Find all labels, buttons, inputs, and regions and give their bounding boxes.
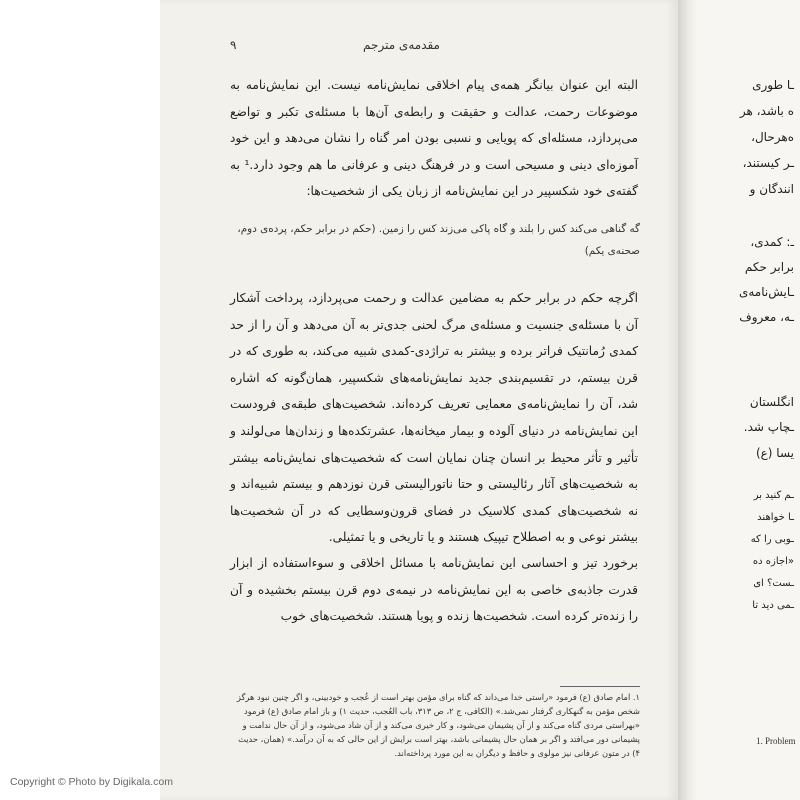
next-page-line: ه باشد، هر bbox=[739, 104, 794, 118]
footnote-divider bbox=[560, 686, 640, 687]
next-page-line: ه‌هرحال، bbox=[751, 130, 794, 144]
paragraph-3 bbox=[230, 550, 638, 630]
next-page-line: ـمی دید تا bbox=[752, 600, 794, 611]
next-page-edge bbox=[696, 0, 800, 800]
verse-quote-text: گه گناهی می‌کند کس را بلند و گاه پاکی می‌زند کس را زمین. (حکم در برابر حکم، پرده‌ی دوم، صحنه‌ی یکم) bbox=[237, 223, 640, 257]
paragraph-1-text: البته این عنوان بیانگر همه‌ی پیام اخلاقی نمایش‌نامه نیست. این نمایش‌نامه به موضوعات رحمت، عدالت و حقیقت و رابطه‌ی آن‌ها با مسئله‌ی تکبر و تواضع می‌پردازد، مسئله‌ای که پویایی و نسبی بودن امر گناه را نشان می‌دهد و این خود آموزه‌ای دینی و مسیحی است و در فرهنگ دینی و عرفانی ما هم وجود دارد.¹ به گفته‌ی خود شکسپیر در این نمایش‌نامه از زبان یکی از شخصیت‌ها: bbox=[230, 78, 638, 199]
next-page-line: ـا طوری bbox=[752, 78, 794, 92]
verse-quote bbox=[236, 218, 640, 262]
paragraph-3-text: برخورد تیز و احساسی این نمایش‌نامه با مسائل اخلاقی و سوءاستفاده از ابزار قدرت جاذبه‌ی خاصی به این نمایش‌نامه در نیمه‌ی دوم قرن بیستم بخشیده و آن را زنده‌تر کرده است. شخصیت‌ها زنده و پویا هستند. شخصیت‌های خوب bbox=[230, 556, 638, 624]
next-page-line: ـوبی را که bbox=[750, 534, 794, 545]
next-page-line: ـ: کمدی، bbox=[750, 235, 794, 249]
next-page-line: ـر کیستند، bbox=[742, 156, 794, 170]
running-header bbox=[230, 38, 440, 52]
next-page-line: «اجازه ده bbox=[752, 556, 794, 567]
footnote-1: ۱. امام صادق (ع) فرمود «راستی خدا می‌داند که گناه برای مؤمن بهتر است از عُجب و خودبینی، و اگر چنین نبود هرگز شخص مؤمن به گنهکاری گرفتار نمی‌شد.» (الکافی، ج ۲، ص ۳۱۳، باب العُجب، حدیث ۱) و باز امام صادق (ع) فرمود «بهراستی مردی گناه می‌کند و از آن پشیمان می‌شود، و کار خیری می‌کند و از آن شاد می‌شود، و از آن حال ندامت و پشیمانی دور می‌افتد و اگر بر همان حال پشیمانی باشد، بهتر است برایش از این حالی که به آن درآمد.» (همان، حدیث ۴) در متون عرفانی نیز مولوی و حافظ و دیگران به این مورد پرداخته‌اند. bbox=[236, 692, 640, 758]
next-page-line: ـه، معروف bbox=[739, 310, 794, 324]
paragraph-2-text: اگرچه حکم در برابر حکم به مضامین عدالت و رحمت می‌پردازد، پرداخت آشکار آن با مسئله‌ی جنسیت و مسئله‌ی مرگ لحنی جدی‌تر به آن می‌دهد و آن را از حد کمدی رُمانتیک فراتر برده و بیشتر به تراژدی-کمدی شبیه می‌کند، به طوری که در قرن بیستم، در تقسیم‌بندی جدید نمایش‌نامه‌های شکسپیر، همان‌گونه که اشاره شد، آن را نمایش‌نامه‌ی معمایی تعریف کرده‌اند. شخصیت‌های طبقه‌ی فرودست این نمایش‌نامه در دنیای آلوده و بیمار میخانه‌ها، عشرتکده‌ها و زندان‌ها می‌لولند و تأثیر و تأثر محیط بر انسان چنان نمایان است که شخصیت‌های نمایش‌نامه بیشتر به شخصیت‌های آثار رئالیستی و حتا ناتورالیستی قرن نوزدهم و بیستم شبیه‌اند و نه شخصیت‌های کمدی کلاسیک در فضای قرون‌وسطایی که در آن شخصیت‌ها بیشتر نوعی و به اصطلاح تیپیک هستند و یا تاریخی و یا تمثیلی. bbox=[230, 291, 638, 545]
paragraph-2 bbox=[230, 285, 638, 551]
footnotes bbox=[228, 690, 640, 760]
copyright-credit: Copyright © Photo by Digikala.com bbox=[10, 776, 173, 788]
next-page-line: ـست؟ ای bbox=[753, 578, 794, 589]
paragraph-1 bbox=[230, 72, 638, 205]
book-gutter bbox=[678, 0, 696, 800]
next-page-line: ـا خواهند bbox=[757, 512, 794, 523]
next-page-line: ـایش‌نامه‌ی bbox=[738, 285, 794, 299]
next-page-line: انگلستان bbox=[749, 395, 794, 409]
header-title: مقدمه‌ی مترجم bbox=[363, 38, 440, 52]
next-page-line: برابر حکم bbox=[744, 260, 794, 274]
page-background bbox=[0, 0, 160, 800]
next-page-line: انندگان و bbox=[749, 182, 794, 196]
next-page-line: ـچاپ شد. bbox=[743, 420, 794, 434]
next-page-line: ـم کنید بر bbox=[753, 490, 794, 501]
next-page-line: یسا (ع) bbox=[755, 446, 794, 460]
page-number: ۹ bbox=[230, 38, 237, 52]
next-page-footnote: 1. Problem bbox=[756, 736, 796, 746]
